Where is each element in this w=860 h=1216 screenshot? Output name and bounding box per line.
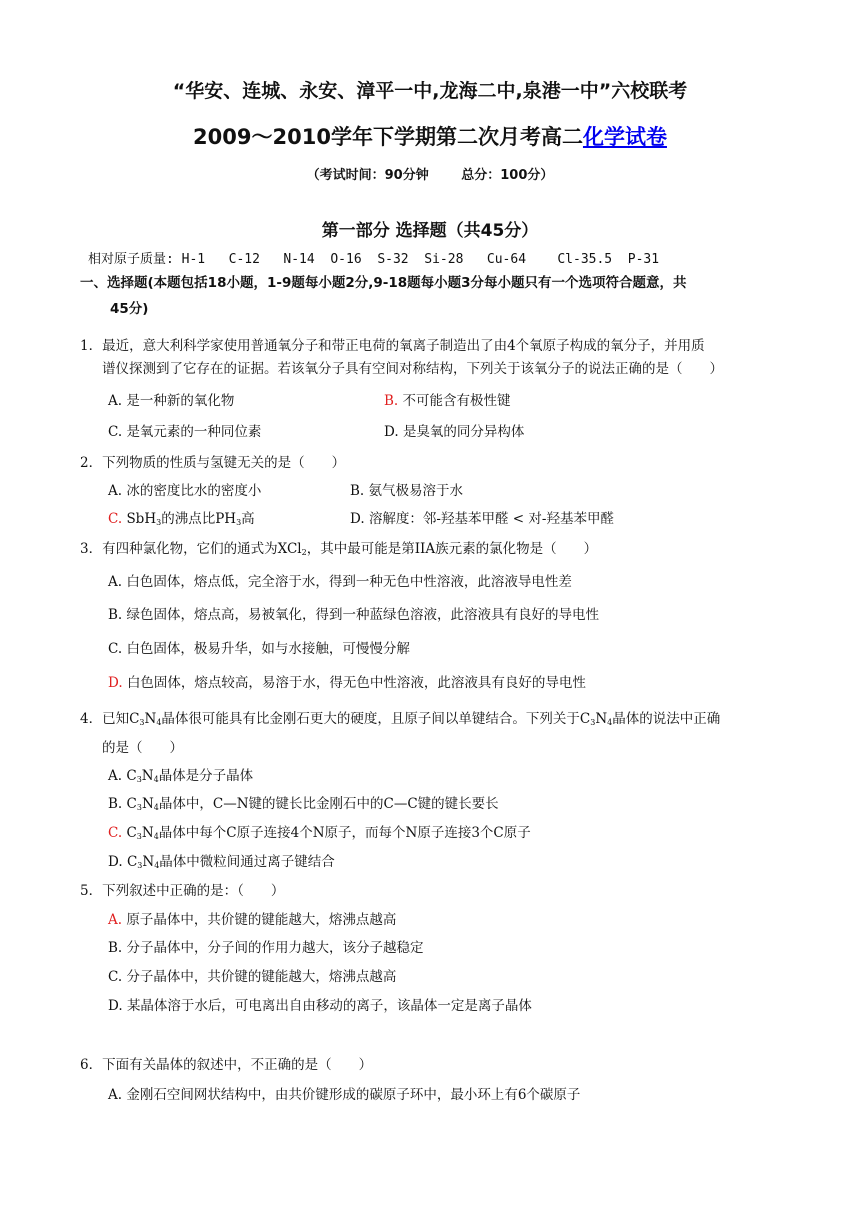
option-text: 是一种新的氧化物 — [126, 393, 235, 409]
option-letter: B. — [108, 796, 123, 812]
option-text: SbH$_3$的沸点比$PH_3$高 — [126, 511, 255, 527]
option-text: 溶解度：邻-羟基苯甲醛 < 对-羟基苯甲醛 — [368, 511, 614, 527]
option-letter: C. — [108, 424, 123, 440]
q1-stem-line1: 1．最近，意大利科学家使用普通氧分子和带正电荷的氧离子制造出了由4个氧原子构成的氧分子，并用质 — [80, 338, 705, 354]
section-heading-line1: 一、选择题(本题包括18小题，1-9题每小题2分,9-18题每小题3分每小题只有一个选项符合题意，共 — [80, 275, 687, 291]
option-text: 原子晶体中，共价键的键能越大，熔沸点越高 — [126, 912, 397, 928]
q5-option-b — [108, 936, 424, 956]
q6-option-a — [108, 1083, 580, 1103]
q2-option-b — [350, 479, 463, 499]
option-text: 分子晶体中，共价键的键能越大，熔沸点越高 — [126, 969, 397, 985]
option-letter: C. — [108, 969, 123, 985]
exam-time: （考试时间：90分钟 — [306, 168, 429, 183]
option-letter: B. — [108, 607, 123, 623]
q1-option-c — [108, 420, 261, 440]
q1-option-b — [384, 389, 511, 409]
option-letter: D. — [350, 511, 365, 527]
q6-stem: 6．下面有关晶体的叙述中，不正确的是（ ） — [80, 1057, 373, 1073]
q4-option-b — [108, 792, 499, 812]
option-letter: A. — [108, 574, 123, 590]
option-letter: D. — [108, 998, 123, 1014]
option-text: 某晶体溶于水后，可电离出自由移动的离子，该晶体一定是离子晶体 — [126, 998, 532, 1014]
exam-year-title: 2009～2010学年下学期第二次月考高二 — [193, 125, 583, 149]
option-letter: C. — [108, 641, 123, 657]
option-text: 不可能含有极性键 — [402, 393, 511, 409]
option-text: $C_3N_4$晶体中微粒间通过离子键结合 — [126, 854, 335, 870]
q3-stem: 3．有四种氯化物，它们的通式为XCl$_2$，其中最可能是第IIA族元素的氯化物是（ ） — [80, 541, 598, 557]
q1-option-d — [384, 420, 524, 440]
option-letter: C. — [108, 825, 123, 841]
option-text: 分子晶体中，分子间的作用力越大，该分子越稳定 — [126, 940, 424, 956]
option-letter: A. — [108, 483, 123, 499]
option-text: 绿色固体，熔点高，易被氧化，得到一种蓝绿色溶液，此溶液具有良好的导电性 — [126, 607, 600, 623]
section-heading-line2: 45分) — [110, 301, 149, 317]
exam-header-line2 — [0, 121, 860, 151]
option-letter: B. — [350, 483, 365, 499]
exam-total-score: 总分：100分） — [461, 168, 554, 183]
option-text: 金刚石空间网状结构中，由共价键形成的碳原子环中，最小环上有6个碳原子 — [126, 1087, 581, 1103]
q3-option-a — [108, 570, 572, 590]
q4-stem-line2: 的是（ ） — [102, 740, 183, 756]
option-text: 是臭氧的同分异构体 — [402, 424, 525, 440]
exam-header-line1: “华安、连城、永安、漳平一中,龙海二中,泉港一中”六校联考 — [172, 80, 688, 102]
part-title: 第一部分 选择题（共45分） — [321, 221, 539, 241]
q4-option-a — [108, 764, 253, 784]
option-letter: A. — [108, 912, 123, 928]
q2-stem: 2．下列物质的性质与氢键无关的是（ ） — [80, 455, 346, 471]
q4-option-d — [108, 850, 335, 870]
q4-option-c — [108, 821, 531, 841]
q2-option-d — [350, 507, 614, 527]
q3-option-d — [108, 671, 586, 691]
option-text: $C_3N_4$晶体中每个C原子连接4个N原子，而每个N原子连接3个C原子 — [126, 825, 531, 841]
option-text: 白色固体，极易升华，如与水接触，可慢慢分解 — [126, 641, 410, 657]
q5-option-c — [108, 965, 396, 985]
option-letter: B. — [108, 940, 123, 956]
option-letter: B. — [384, 393, 399, 409]
q2-option-a — [108, 479, 261, 499]
option-text: 氨气极易溶于水 — [368, 483, 464, 499]
q4-stem-line1: 4．已知$C_3N_4$晶体很可能具有比金刚石更大的硬度，且原子间以单键结合。下列关于$C_3N_4$晶体的说法中正确 — [80, 711, 721, 727]
exam-info — [0, 164, 860, 183]
option-letter: D. — [384, 424, 399, 440]
chemistry-exam-link[interactable]: 化学试卷 — [582, 125, 667, 149]
option-letter: C. — [108, 511, 123, 527]
option-text: $C_3N_4$晶体中，C—N键的键长比金刚石中的C—C键的键长要长 — [126, 796, 499, 812]
q1-stem-line2: 谱仪探测到了它存在的证据。若该氧分子具有空间对称结构，下列关于该氧分子的说法正确的是（ ） — [102, 361, 723, 377]
atomic-mass-line: 相对原子质量: H-1 C-12 N-14 O-16 S-32 Si-28 Cu-64 Cl-35.5 P-31 — [88, 252, 660, 267]
option-text: 是氧元素的一种同位素 — [126, 424, 262, 440]
option-letter: D. — [108, 854, 123, 870]
option-letter: A. — [108, 1087, 123, 1103]
option-text: 白色固体，熔点低，完全溶于水，得到一种无色中性溶液，此溶液导电性差 — [126, 574, 572, 590]
q3-option-c — [108, 637, 410, 657]
option-letter: A. — [108, 393, 123, 409]
option-text: 白色固体，熔点较高，易溶于水，得无色中性溶液，此溶液具有良好的导电性 — [126, 675, 586, 691]
section-heading — [80, 270, 790, 322]
q3-option-b — [108, 603, 599, 623]
option-text: $C_3N_4$晶体是分子晶体 — [126, 768, 254, 784]
option-letter: A. — [108, 768, 123, 784]
q5-option-d — [108, 994, 532, 1014]
q2-option-c — [108, 507, 255, 527]
option-text: 冰的密度比水的密度小 — [126, 483, 262, 499]
q5-stem: 5．下列叙述中正确的是：（ ） — [80, 883, 285, 899]
option-letter: D. — [108, 675, 123, 691]
q1-option-a — [108, 389, 234, 409]
q5-option-a — [108, 908, 396, 928]
